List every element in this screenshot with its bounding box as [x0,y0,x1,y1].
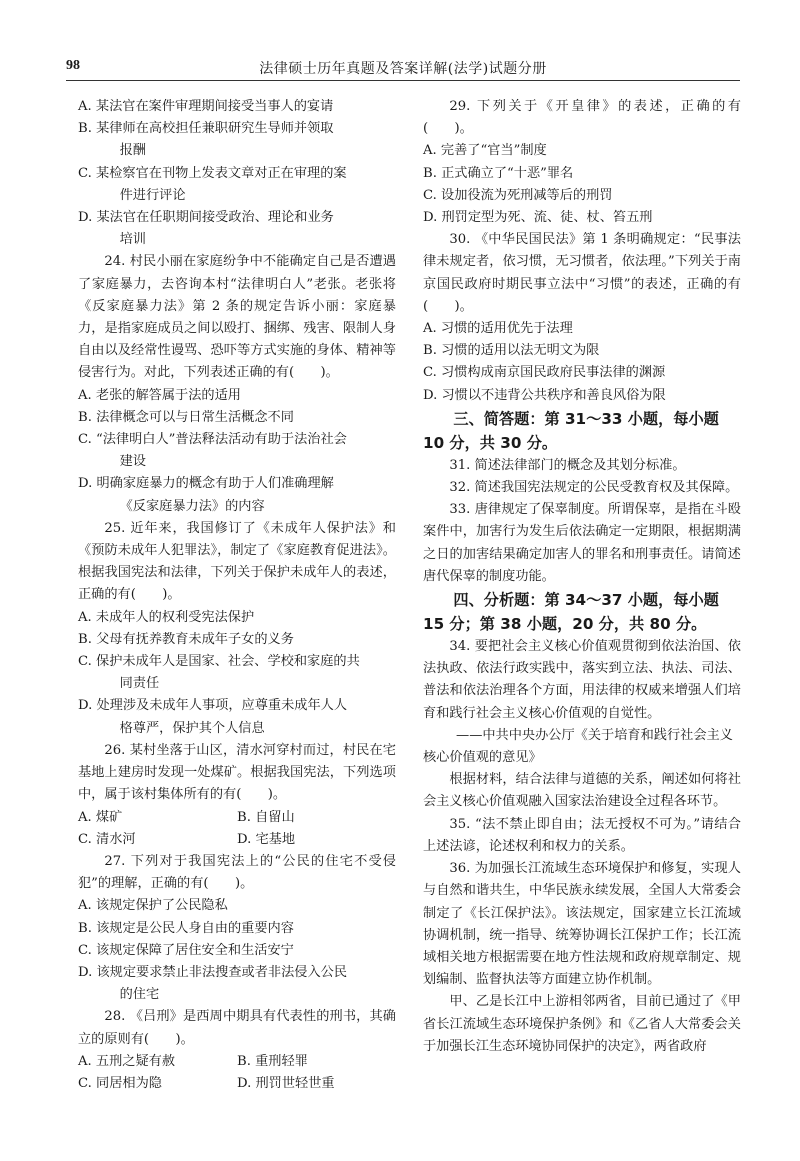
q27-option-d-line2: 的住宅 [119,987,160,1003]
q24-option-a: A. 老张的解答属于法的适用 [78,387,241,403]
q27-option-b: B. 该规定是公民人身自由的重要内容 [78,920,294,936]
question-30: 30. 《中华民国民法》第 1 条明确规定：“民事法律未规定者，依习惯，无习惯者，依法理。”下列关于南京国民政府时期民事立法中“习惯”的表述，正确的有( )。 [423,232,741,314]
q25-option-d [78,695,396,739]
q28-options-row2 [78,1073,396,1095]
q28-option-d: D. 刑罚世轻世重 [237,1075,335,1091]
right-column [423,96,741,1058]
q23-option-d-line2: 培训 [119,232,146,248]
q27-option-d [78,962,396,1006]
q25-option-c [78,651,396,695]
q26-option-b: B. 自留山 [237,809,295,825]
q23-option-b-line2: 报酬 [119,143,146,159]
q26-option-a: A. 煤矿 [78,809,123,825]
question-25: 25. 近年来，我国修订了《未成年人保护法》和《预防未成年人犯罪法》，制定了《家庭教育促进法》。根据我国宪法和法律，下列关于保护未成年人的表述，正确的有( )。 [78,520,396,603]
q30-option-b: B. 习惯的适用以法无明文为限 [423,343,600,359]
q23-option-b-line1: B. 某律师在高校担任兼职研究生导师并领取 [78,121,334,137]
q24-option-b: B. 法律概念可以与日常生活概念不同 [78,409,294,425]
q29-option-c: C. 设加役流为死刑减等后的刑罚 [423,187,613,203]
question-26: 26. 某村坐落于山区，清水河穿村而过，村民在宅基地上建房时发现一处煤矿。根据我国宪法，下列选项中，属于该村集体所有的有( )。 [78,742,396,803]
question-33: 33. 唐律规定了保辜制度。所谓保辜，是指在斗殴案件中，加害行为发生后依法确定一定期限，根据期满之日的加害结果确定加害人的罪名和刑事责任。请简述唐代保辜的制度功能。 [423,502,741,584]
q26-option-c: C. 清水河 [78,831,136,847]
q26-options-row2 [78,829,396,851]
q29-option-d: D. 刑罚定型为死、流、徒、杖、笞五刑 [423,210,653,226]
question-31: 31. 简述法律部门的概念及其划分标准。 [449,457,686,473]
q30-option-c: C. 习惯构成南京国民政府民事法律的渊源 [423,365,666,381]
question-29: 29. 下列关于《开皇律》的表述，正确的有( )。 [423,99,741,137]
q27-option-a: A. 该规定保护了公民隐私 [78,898,228,914]
question-36: 36. 为加强长江流域生态环境保护和修复，实现人与自然和谐共生，中华民族永续发展，全国人大常委会制定了《长江保护法》。该法规定，国家建立长江流域协调机制，统一指导、统筹协调长江保护工作；长江流域相关地方根据需要在地方性法规和政府规章制定、规划编制、监督执法等方面建立协作机制。 [423,861,741,988]
q24-option-c [78,429,396,473]
page-header [66,56,740,81]
q30-option-a: A. 习惯的适用优先于法理 [423,321,573,337]
q24-option-d-line2: 《反家庭暴力法》的内容 [119,498,265,514]
question-28: 28. 《吕刑》是西周中期具有代表性的刑书，其确立的原则有( )。 [78,1009,396,1047]
q25-option-c-line2: 同责任 [119,676,160,692]
q25-option-b: B. 父母有抚养教育未成年子女的义务 [78,631,294,647]
q23-option-c-line2: 件进行评论 [119,187,186,203]
q25-option-d-line1: D. 处理涉及未成年人事项，应尊重未成年人人 [78,698,348,714]
q29-option-b: B. 正式确立了“十恶”罪名 [423,165,574,181]
q29-option-a: A. 完善了“官当”制度 [423,143,547,159]
section-3-heading: 三、简答题：第 31～33 小题，每小题 10 分，共 30 分。 [423,409,719,452]
q24-option-c-line2: 建设 [119,454,146,470]
question-35: 35. “法不禁止即自由；法无授权不可为。”请结合上述法谚，论述权利和权力的关系。 [423,816,741,854]
q26-option-d: D. 宅基地 [237,831,296,847]
q27-option-d-line1: D. 该规定要求禁止非法搜查或者非法侵入公民 [78,964,348,980]
q24-option-c-line1: C. “法律明白人”普法释法活动有助于法治社会 [78,432,347,448]
q23-option-b [78,118,396,162]
q25-option-d-line2: 格尊严，保护其个人信息 [119,720,265,736]
section-4-heading: 四、分析题：第 34～37 小题，每小题 15 分；第 38 小题，20 分，共 80 分。 [423,591,719,634]
q25-option-a: A. 未成年人的权利受宪法保护 [78,609,255,625]
q28-options-row1 [78,1051,396,1073]
q25-option-c-line1: C. 保护未成年人是国家、社会、学校和家庭的共 [78,654,360,670]
page-number: 98 [66,58,80,73]
q24-option-d [78,473,396,517]
q27-option-c: C. 该规定保障了居住安全和生活安宁 [78,942,294,958]
q24-option-d-line1: D. 明确家庭暴力的概念有助于人们准确理解 [78,476,334,492]
running-title: 法律硕士历年真题及答案详解(法学)试题分册 [259,61,547,77]
q23-option-d-line1: D. 某法官在任职期间接受政治、理论和业务 [78,210,334,226]
q28-option-a: A. 五刑之疑有赦 [78,1053,176,1069]
q23-option-d [78,207,396,251]
q28-option-b: B. 重刑轻罪 [237,1053,308,1069]
q23-option-c [78,163,396,207]
q23-option-a: A. 某法官在案件审理期间接受当事人的宴请 [78,99,334,114]
q30-option-d: D. 习惯以不违背公共秩序和善良风俗为限 [423,387,666,403]
question-34: 34. 要把社会主义核心价值观贯彻到依法治国、依法执政、依法行政实践中，落实到立法、执法、司法、普法和依法治理各个方面，用法律的权威来增强人们培育和践行社会主义核心价值观的自觉性。 [423,639,741,721]
question-32: 32. 简述我国宪法规定的公民受教育权及其保障。 [449,480,739,496]
q34-source: ——中共中央办公厅《关于培育和践行社会主义核心价值观的意见》 [423,727,733,766]
q23-option-c-line1: C. 某检察官在刊物上发表文章对正在审理的案 [78,165,347,181]
left-column [78,96,396,1095]
question-24: 24. 村民小丽在家庭纷争中不能确定自己是否遭遇了家庭暴力，去咨询本村“法律明白人”老张。老张将《反家庭暴力法》第 2 条的规定告诉小丽：家庭暴力，是指家庭成员之间以殴打、捆绑、残害、限制人身自由以及经常性谩骂、恐吓等方式实施的身体、精神等侵害行为。对此，下列表述正确的有( )。 [78,254,396,381]
question-27: 27. 下列对于我国宪法上的“公民的住宅不受侵犯”的理解，正确的有( )。 [78,853,396,892]
q28-option-c: C. 同居相为隐 [78,1075,162,1091]
q34-task: 根据材料，结合法律与道德的关系，阐述如何将社会主义核心价值观融入国家法治建设全过程各环节。 [423,772,741,810]
q36-continuation: 甲、乙是长江中上游相邻两省，目前已通过了《甲省长江流域生态环境保护条例》和《乙省人大常委会关于加强长江生态环境协同保护的决定》，两省政府 [423,994,741,1054]
q26-options-row1 [78,807,396,829]
